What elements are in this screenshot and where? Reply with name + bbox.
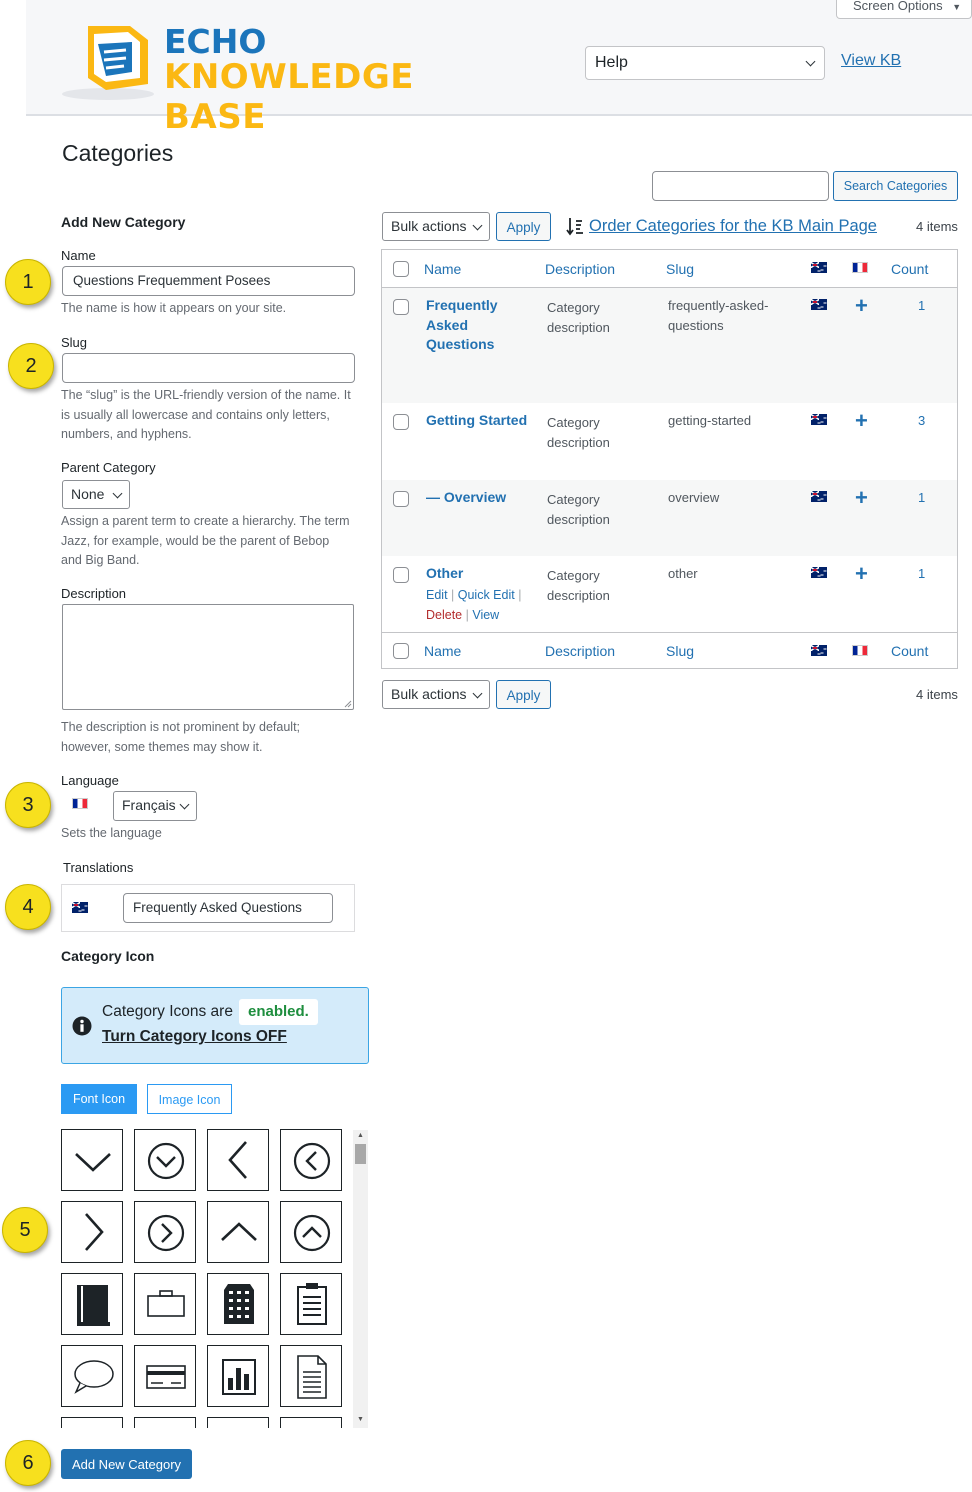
items-count: 4 items: [916, 219, 958, 234]
table-footer-row: [382, 633, 957, 669]
column-name[interactable]: Name: [424, 643, 462, 659]
circle-chevron-up-icon[interactable]: [280, 1201, 342, 1263]
view-link[interactable]: View: [472, 607, 500, 622]
name-label: Name: [61, 248, 96, 263]
icon-option[interactable]: [207, 1417, 269, 1428]
sort-order-icon: [566, 217, 584, 237]
icon-option[interactable]: [134, 1417, 196, 1428]
name-field-value: Questions Frequemment Posees: [73, 273, 271, 288]
chevron-down-icon: [473, 689, 483, 699]
table-header-row: [382, 250, 957, 288]
clipboard-icon[interactable]: [280, 1273, 342, 1335]
column-slug[interactable]: Slug: [666, 643, 695, 659]
parent-help: Assign a parent term to create a hierarchy. The term Jazz, for example, would be the parent of Bebop and Big Band.: [61, 514, 350, 567]
add-translation-icon[interactable]: +: [855, 561, 868, 586]
search-categories-button[interactable]: Search Categories: [833, 171, 958, 201]
australia-flag-icon: [811, 414, 827, 425]
row-checkbox[interactable]: [393, 299, 409, 315]
screen-options-label: Screen Options: [853, 0, 943, 13]
callout-3: 3: [5, 782, 51, 828]
screen-options-button[interactable]: [836, 0, 972, 19]
column-slug[interactable]: Slug: [666, 261, 695, 277]
language-help: Sets the language: [61, 826, 162, 840]
bulk-actions-value: Bulk actions: [391, 686, 467, 702]
chevron-down-icon: [806, 57, 816, 67]
add-translation-icon[interactable]: +: [855, 485, 868, 510]
row-actions: Edit | Quick Edit | Delete | View: [426, 588, 522, 622]
translation-field-value: Frequently Asked Questions: [133, 900, 302, 915]
add-new-category-button[interactable]: Add New Category: [61, 1449, 192, 1479]
add-translation-icon[interactable]: +: [855, 293, 868, 318]
items-count-bottom: 4 items: [916, 687, 958, 702]
category-count[interactable]: 1: [918, 490, 926, 505]
delete-link[interactable]: Delete: [426, 607, 463, 622]
chevron-down-icon: [473, 221, 483, 231]
callout-2: 2: [8, 343, 54, 389]
category-description: Category description: [547, 415, 610, 450]
search-input[interactable]: [652, 171, 829, 201]
table-row: [382, 556, 957, 633]
view-kb-link[interactable]: View KB: [841, 52, 902, 69]
circle-chevron-left-icon[interactable]: [280, 1129, 342, 1191]
icons-status-notice: [61, 987, 369, 1064]
table-row: [382, 403, 957, 480]
callout-4: 4: [5, 884, 51, 930]
tab-image-icon[interactable]: Image Icon: [147, 1084, 232, 1114]
australia-flag-icon: [72, 902, 88, 913]
category-count[interactable]: 3: [918, 413, 926, 428]
select-all-checkbox[interactable]: [393, 643, 409, 659]
row-checkbox[interactable]: [393, 414, 409, 430]
language-select[interactable]: [113, 791, 197, 821]
building-icon[interactable]: [207, 1273, 269, 1335]
language-label: Language: [61, 773, 119, 788]
column-count[interactable]: Count: [891, 643, 929, 659]
echo-kb-logo: [58, 20, 478, 137]
page-title: Categories: [62, 140, 174, 166]
chevron-up-icon[interactable]: [207, 1201, 269, 1263]
icons-enabled-badge: enabled.: [239, 999, 318, 1025]
bulk-actions-select-bottom[interactable]: [382, 680, 490, 709]
table-row: [382, 288, 957, 403]
language-select-value: Français: [122, 797, 176, 813]
categories-table: [381, 249, 958, 669]
category-name-link[interactable]: Getting Started: [426, 412, 528, 428]
category-slug: overview: [668, 490, 720, 505]
edit-link[interactable]: Edit: [426, 588, 448, 602]
row-checkbox[interactable]: [393, 567, 409, 583]
slug-label: Slug: [61, 335, 88, 350]
category-slug: other: [668, 566, 698, 581]
circle-chevron-right-icon[interactable]: [134, 1201, 196, 1263]
credit-card-icon[interactable]: [134, 1345, 196, 1407]
chevron-left-icon[interactable]: [207, 1129, 269, 1191]
document-icon[interactable]: [280, 1345, 342, 1407]
icon-option[interactable]: [61, 1417, 123, 1428]
australia-flag-icon: [811, 491, 827, 502]
bulk-actions-value: Bulk actions: [391, 218, 467, 234]
chevron-down-icon: [113, 489, 123, 499]
bulk-actions-select[interactable]: [382, 212, 490, 241]
column-name[interactable]: Name: [424, 261, 462, 277]
france-flag-icon: [852, 645, 868, 656]
category-description: Category description: [547, 492, 610, 527]
callout-1: 1: [5, 259, 51, 305]
description-textarea[interactable]: [62, 604, 354, 710]
help-select-value: Help: [595, 54, 628, 71]
australia-flag-icon: [811, 567, 827, 578]
bar-chart-icon[interactable]: [207, 1345, 269, 1407]
france-flag-icon: [72, 798, 88, 809]
order-categories-link[interactable]: Order Categories for the KB Main Page: [589, 217, 877, 235]
column-count[interactable]: Count: [891, 261, 929, 277]
tab-font-icon[interactable]: Font Icon: [61, 1084, 137, 1114]
parent-select-value: None: [71, 486, 105, 502]
resize-handle-icon[interactable]: [344, 700, 352, 708]
parent-select[interactable]: [62, 480, 130, 509]
row-checkbox[interactable]: [393, 491, 409, 507]
help-select[interactable]: [585, 46, 825, 80]
scroll-up-arrow-icon[interactable]: ▲: [357, 1132, 364, 1139]
callout-6: 6: [5, 1440, 51, 1486]
chevron-down-icon: [180, 800, 190, 810]
speech-bubble-icon[interactable]: [61, 1345, 123, 1407]
caret-down-icon: ▼: [952, 2, 962, 12]
chevron-right-icon[interactable]: [61, 1201, 123, 1263]
scrollbar-thumb[interactable]: [355, 1144, 366, 1164]
description-help: The description is not prominent by default; however, some themes may show it.: [61, 720, 301, 754]
australia-flag-icon: [811, 645, 827, 656]
turn-icons-off-link[interactable]: Turn Category Icons OFF: [102, 1028, 287, 1045]
select-all-checkbox[interactable]: [393, 261, 409, 277]
description-label: Description: [61, 586, 127, 601]
apply-button[interactable]: Apply: [496, 212, 551, 241]
logo-kb-text: KNOWLEDGE BASE: [164, 57, 414, 137]
slug-help: The “slug” is the URL-friendly version of the name. It is usually all lowercase and contains only letters, numbers, and hyphens.: [61, 388, 351, 441]
add-new-heading: Add New Category: [61, 214, 186, 230]
quick-edit-link[interactable]: Quick Edit: [457, 588, 515, 602]
category-icon-heading: Category Icon: [61, 948, 155, 964]
circle-chevron-down-icon[interactable]: [134, 1129, 196, 1191]
callout-5: 5: [2, 1207, 48, 1253]
book-icon[interactable]: [61, 1273, 123, 1335]
category-description: Category description: [547, 568, 610, 603]
category-description: Category description: [547, 300, 610, 335]
category-slug: frequently-asked-questions: [668, 298, 769, 333]
icons-status-text: Category Icons are: [102, 1003, 233, 1020]
icon-grid: [60, 1128, 370, 1428]
apply-button-bottom[interactable]: Apply: [496, 680, 551, 709]
translations-label: Translations: [63, 860, 134, 875]
icon-grid-scrollbar[interactable]: [353, 1130, 368, 1428]
category-slug: getting-started: [668, 413, 752, 428]
france-flag-icon: [852, 262, 868, 273]
category-name-link[interactable]: — Overview: [426, 489, 507, 505]
australia-flag-icon: [811, 299, 827, 310]
slug-field[interactable]: [62, 353, 355, 383]
scroll-down-arrow-icon[interactable]: ▼: [357, 1416, 364, 1423]
info-icon: [72, 1016, 92, 1036]
name-field[interactable]: [62, 266, 355, 296]
category-count[interactable]: 1: [918, 298, 926, 313]
book-logo-icon: [58, 20, 158, 102]
category-count[interactable]: 1: [918, 566, 926, 581]
name-help: The name is how it appears on your site.: [61, 301, 287, 315]
briefcase-icon[interactable]: [134, 1273, 196, 1335]
category-name-link[interactable]: Other: [426, 565, 464, 581]
category-name-link[interactable]: Frequently Asked Questions: [426, 297, 498, 352]
add-translation-icon[interactable]: +: [855, 408, 868, 433]
australia-flag-icon: [811, 262, 827, 273]
table-row: [382, 480, 957, 556]
parent-label: Parent Category: [61, 460, 156, 475]
logo-echo-text: ECHO: [164, 22, 267, 61]
chevron-down-icon[interactable]: [61, 1129, 123, 1191]
icon-option[interactable]: [280, 1417, 342, 1428]
column-description[interactable]: Description: [545, 643, 616, 659]
column-description[interactable]: Description: [545, 261, 616, 277]
translation-field[interactable]: [123, 893, 333, 923]
